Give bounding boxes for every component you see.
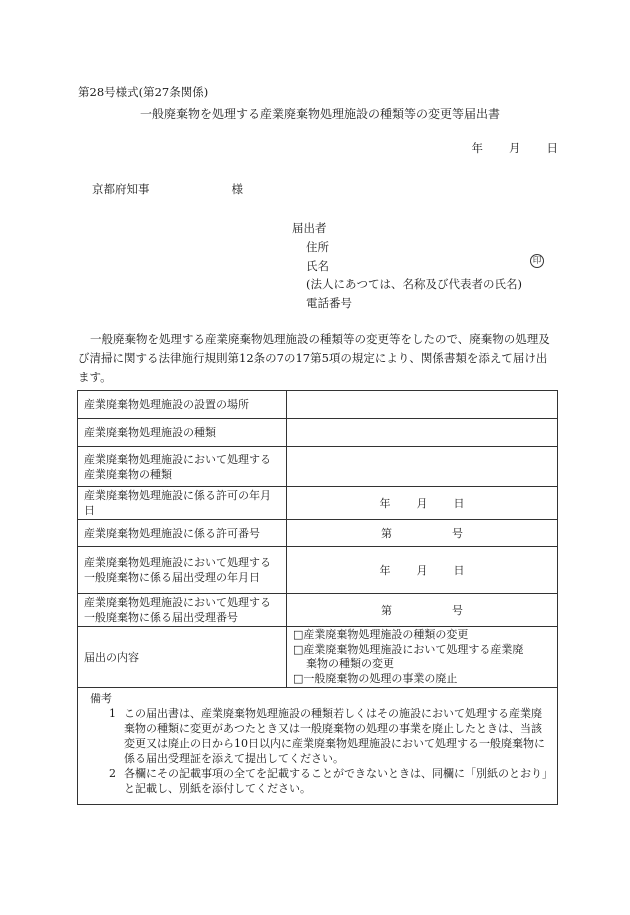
option-label: □一般廃棄物の処理の事業の廃止 bbox=[293, 671, 458, 685]
row-label-content: 届出の内容 bbox=[78, 627, 287, 688]
row-label-location: 産業廃棄物処理施設の設置の場所 bbox=[78, 391, 287, 419]
row-value-permit-number[interactable] bbox=[287, 520, 558, 547]
date-year: 年 bbox=[471, 141, 483, 155]
row-label-facility-type: 産業廃棄物処理施設の種類 bbox=[78, 419, 287, 447]
applicant-corp-note: (法人にあつては、名称及び代表者の氏名) bbox=[306, 277, 522, 292]
row-value-location[interactable] bbox=[287, 391, 558, 419]
option-waste-type-change[interactable] bbox=[293, 643, 551, 672]
row-value-receipt-date[interactable] bbox=[287, 547, 558, 594]
row-label-permit-date: 産業廃棄物処理施設に係る許可の年月日 bbox=[78, 487, 287, 520]
applicant-heading: 届出者 bbox=[292, 221, 327, 235]
table-row bbox=[78, 594, 558, 627]
note-text: この届出書は、産業廃棄物処理施設の種類若しくはその施設において処理する産業廃棄物の種類に変更があつたとき又は一般廃棄物の処理の事業を廃止したときは、当該変更又は廃止の日から10日以内に産業廃棄物処理施設において処理する一般廃棄物に係る届出受理証を添えて提出してください。 bbox=[124, 707, 545, 765]
seal-mark-icon: 印 bbox=[530, 254, 544, 268]
row-label-receipt-number: 産業廃棄物処理施設において処理する一般廃棄物に係る届出受理番号 bbox=[78, 594, 287, 627]
submission-date bbox=[472, 140, 559, 156]
permit-year: 年 bbox=[379, 496, 391, 510]
permit-number-suffix: 号 bbox=[452, 526, 463, 540]
note-text: 各欄にその記載事項の全てを記載することができないときは、同欄に「別紙のとおり」と記載し、別紙を添付してください。 bbox=[124, 767, 548, 795]
row-label-permit-number: 産業廃棄物処理施設に係る許可番号 bbox=[78, 520, 287, 547]
receipt-year: 年 bbox=[379, 563, 391, 577]
row-value-permit-date[interactable] bbox=[287, 487, 558, 520]
option-label: □産業廃棄物処理施設の種類の変更 bbox=[293, 628, 469, 641]
option-label: □産業廃棄物処理施設において処理する産業廃 bbox=[293, 642, 524, 656]
table-row bbox=[78, 447, 558, 487]
table-row bbox=[78, 547, 558, 594]
intro-paragraph bbox=[78, 330, 558, 387]
addressee-name: 京都府知事 bbox=[92, 182, 150, 196]
option-type-change[interactable] bbox=[293, 628, 551, 643]
row-value-waste-type[interactable] bbox=[287, 447, 558, 487]
row-value-facility-type[interactable] bbox=[287, 419, 558, 447]
document-title: 一般廃棄物を処理する産業廃棄物処理施設の種類等の変更等届出書 bbox=[140, 107, 501, 121]
option-business-abolition[interactable] bbox=[293, 672, 551, 687]
table-row bbox=[78, 419, 558, 447]
addressee-honorific: 様 bbox=[231, 182, 243, 196]
notes-title: 備考 bbox=[90, 692, 112, 705]
applicant-block bbox=[292, 219, 522, 313]
permit-number-prefix: 第 bbox=[381, 526, 392, 540]
table-row bbox=[78, 688, 558, 805]
addressee bbox=[92, 181, 243, 197]
option-label-cont: 棄物の種類の変更 bbox=[306, 657, 394, 670]
notes-section bbox=[78, 688, 558, 805]
date-day: 日 bbox=[546, 141, 558, 155]
permit-day: 日 bbox=[453, 496, 465, 510]
table-row bbox=[78, 520, 558, 547]
receipt-number-suffix: 号 bbox=[452, 603, 463, 617]
table-row bbox=[78, 391, 558, 419]
note-item bbox=[84, 766, 551, 796]
note-number: 1 bbox=[109, 707, 116, 720]
applicant-name-label: 氏名 bbox=[306, 258, 329, 273]
notification-table bbox=[77, 390, 558, 805]
form-number: 第28号様式(第27条関係) bbox=[78, 85, 209, 99]
receipt-month: 月 bbox=[416, 563, 428, 577]
applicant-address-label: 住所 bbox=[306, 239, 329, 254]
row-value-receipt-number[interactable] bbox=[287, 594, 558, 627]
intro-text: 一般廃棄物を処理する産業廃棄物処理施設の種類等の変更等をしたので、廃棄物の処理及び清掃に関する法律施行規則第12条の7の17第5項の規定により、関係書類を添えて届け出ます。 bbox=[78, 332, 550, 384]
table-row bbox=[78, 627, 558, 688]
content-options bbox=[287, 627, 558, 688]
applicant-phone-label: 電話番号 bbox=[306, 296, 352, 311]
row-label-receipt-date: 産業廃棄物処理施設において処理する一般廃棄物に係る届出受理の年月日 bbox=[78, 547, 287, 594]
permit-month: 月 bbox=[416, 496, 428, 510]
receipt-number-prefix: 第 bbox=[381, 603, 392, 617]
row-label-waste-type: 産業廃棄物処理施設において処理する産業廃棄物の種類 bbox=[78, 447, 287, 487]
receipt-day: 日 bbox=[453, 563, 465, 577]
date-month: 月 bbox=[509, 141, 521, 155]
note-number: 2 bbox=[109, 767, 116, 780]
note-item bbox=[84, 706, 551, 766]
table-row bbox=[78, 487, 558, 520]
